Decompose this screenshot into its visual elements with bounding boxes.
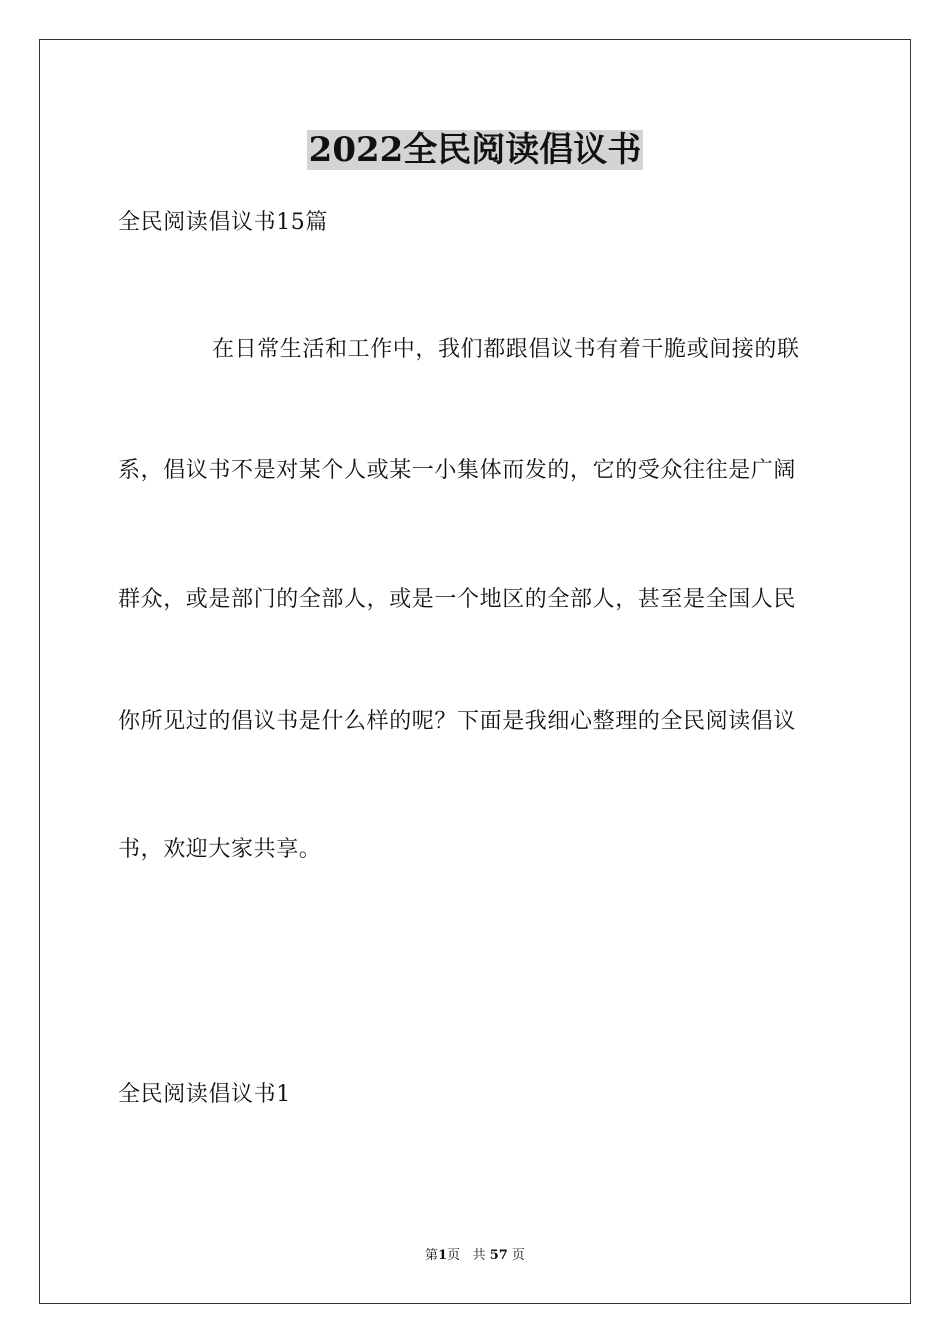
footer-current-page: 1 — [438, 1248, 448, 1263]
footer-total-suffix: 页 — [511, 1248, 525, 1263]
page-footer — [0, 1247, 950, 1265]
footer-page-word: 页 — [447, 1248, 461, 1263]
footer-total-pages: 57 — [489, 1248, 508, 1263]
intro-line: 书，欢迎大家共享。 — [118, 837, 322, 862]
intro-line: 在日常生活和工作中，我们都跟倡议书有着干脆或间接的联 — [212, 337, 800, 362]
intro-line: 系，倡议书不是对某个人或某一小集体而发的，它的受众往往是广阔 — [118, 458, 797, 483]
section-heading: 全民阅读倡议书1 — [118, 1082, 291, 1107]
document-subtitle: 全民阅读倡议书15篇 — [118, 210, 328, 235]
footer-total-prefix: 共 — [472, 1248, 486, 1263]
document-title — [0, 126, 950, 174]
footer-prefix: 第 — [425, 1248, 439, 1263]
document-title-text: 2022全民阅读倡议书 — [308, 130, 642, 170]
intro-line: 群众，或是部门的全部人，或是一个地区的全部人，甚至是全国人民 — [118, 587, 797, 612]
intro-line: 你所见过的倡议书是什么样的呢？下面是我细心整理的全民阅读倡议 — [118, 709, 797, 734]
